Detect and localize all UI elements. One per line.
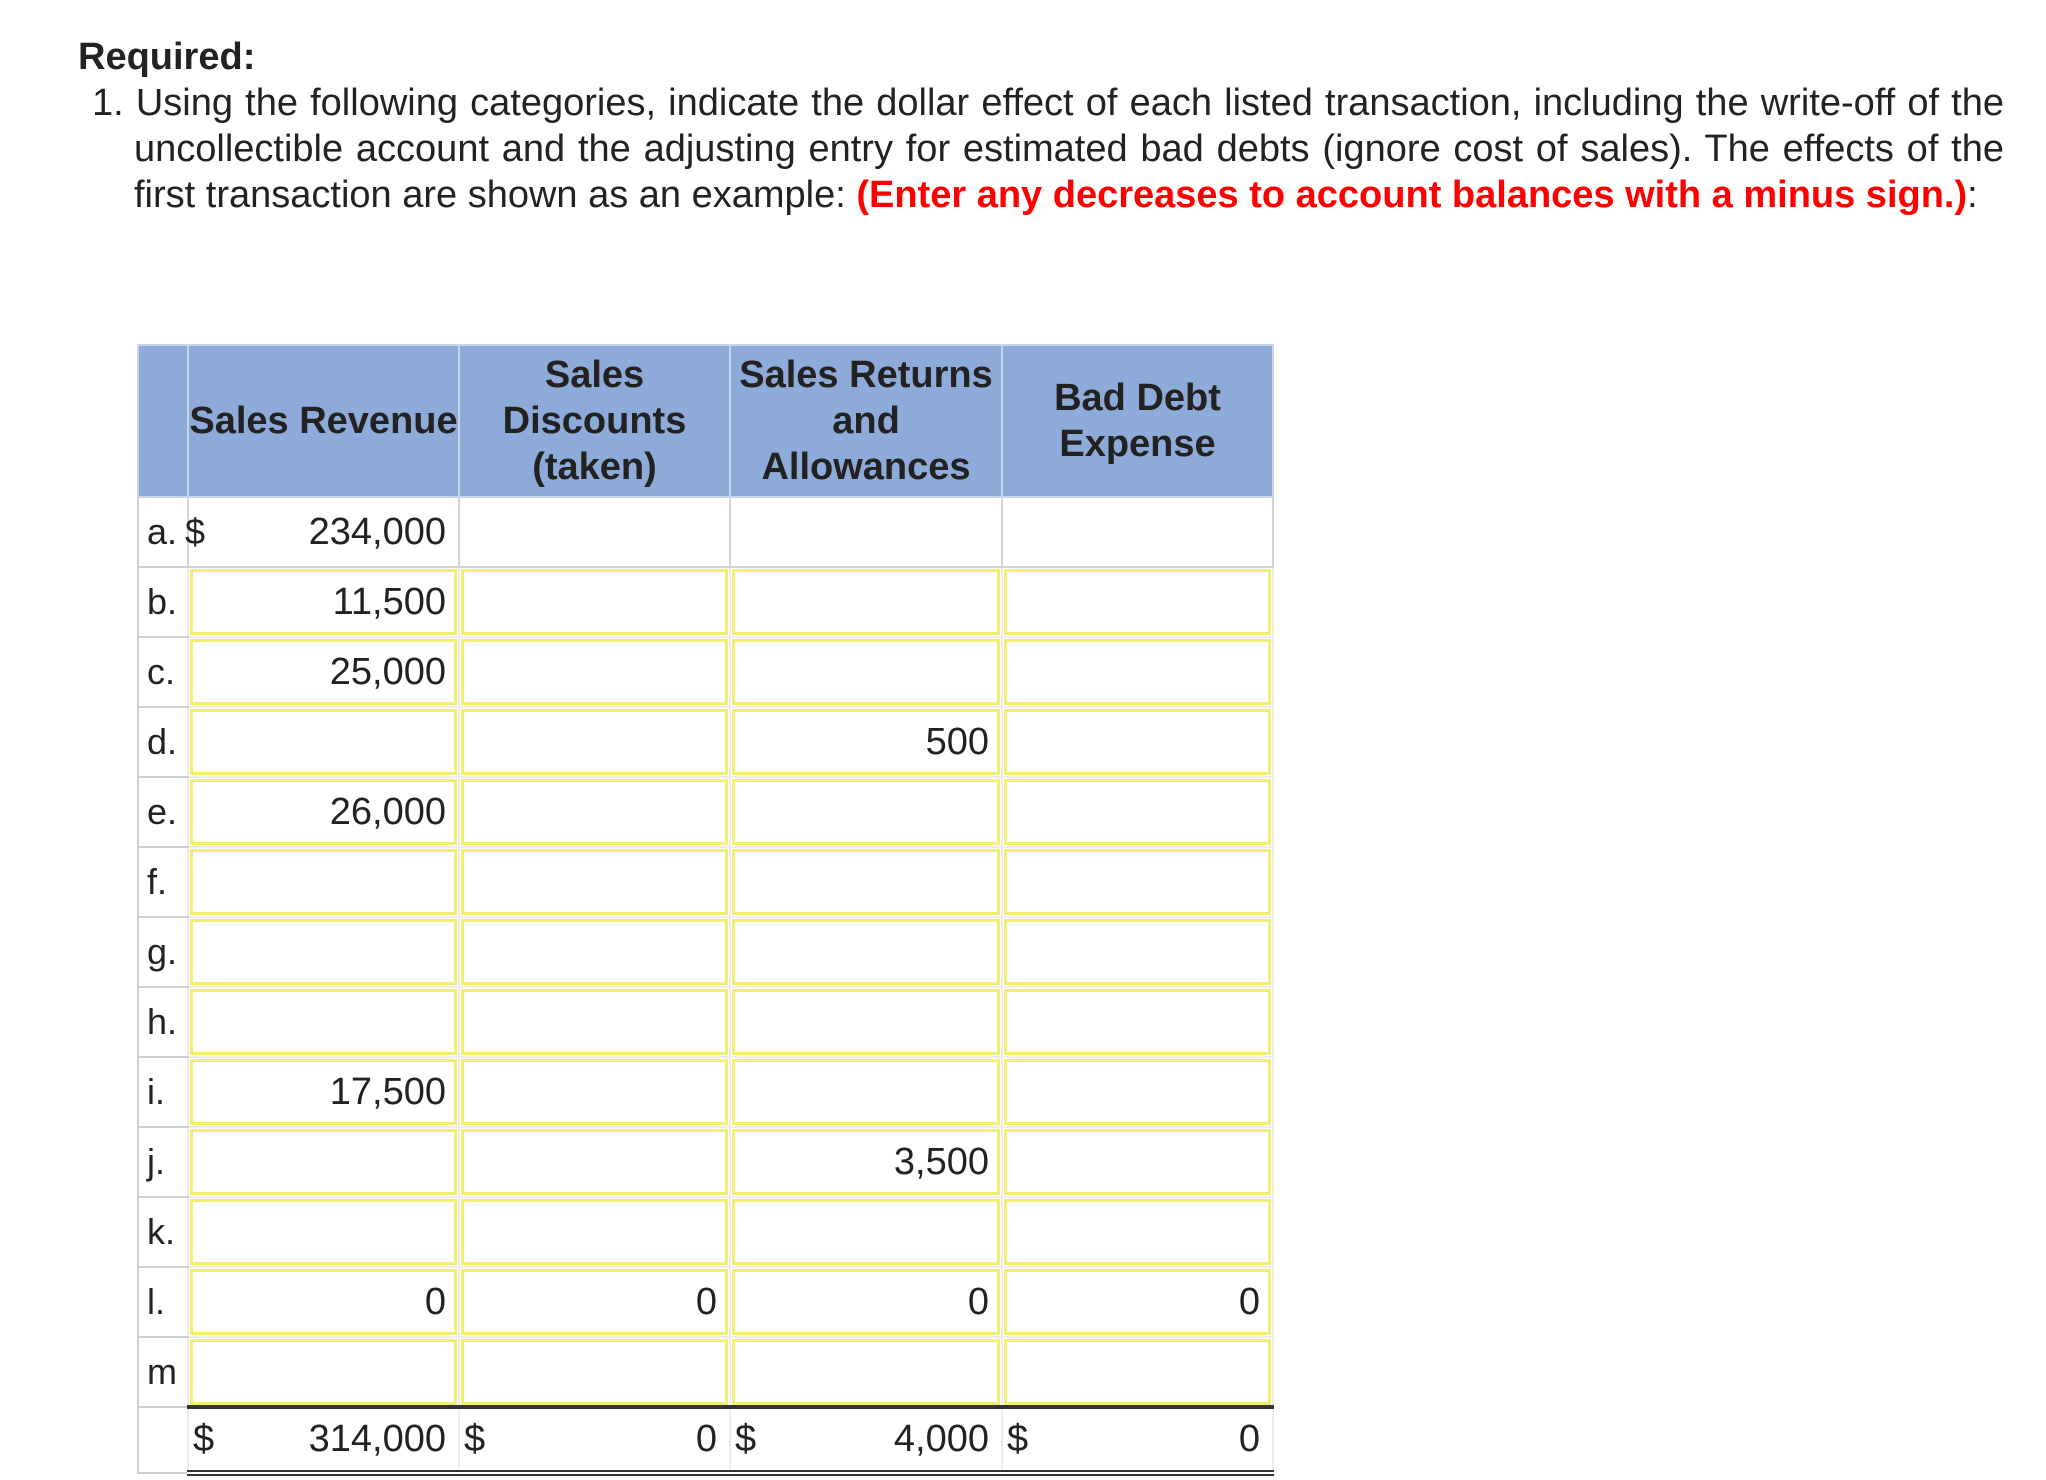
cell-sales-returns[interactable] (730, 777, 1002, 847)
row-label (138, 637, 188, 707)
cell-sales-returns[interactable] (730, 637, 1002, 707)
header-corner (138, 345, 188, 497)
cell-sales-returns[interactable] (730, 1057, 1002, 1127)
table-row (138, 987, 1273, 1057)
cell-sales-discounts[interactable] (459, 1127, 730, 1197)
total-bad-debt-expense (1002, 1407, 1273, 1473)
instruction-end: : (1967, 174, 1978, 216)
cell-sales-returns (730, 497, 1002, 567)
instruction-note: (Enter any decreases to account balances with a minus sign.) (856, 174, 1968, 216)
cell-bad-debt-expense[interactable] (1002, 637, 1273, 707)
total-value: 4,000 (893, 1418, 989, 1460)
total-value: 0 (1238, 1418, 1260, 1460)
cell-bad-debt-expense[interactable] (1002, 707, 1273, 777)
total-dollar-sign: $ (735, 1418, 757, 1460)
table-row (138, 637, 1273, 707)
cell-sales-revenue[interactable] (188, 987, 459, 1057)
row-label (138, 1197, 188, 1267)
table-row (138, 777, 1273, 847)
total-sales-returns (730, 1407, 1002, 1473)
row-label (138, 497, 206, 567)
cell-bad-debt-expense[interactable] (1002, 1197, 1273, 1267)
table-row (138, 1127, 1273, 1197)
row-letter: j. (147, 1141, 165, 1182)
table-row (138, 1337, 1273, 1407)
transaction-effects-table (137, 344, 1274, 1476)
row-label (138, 1267, 188, 1337)
total-value: 314,000 (308, 1418, 446, 1460)
totals-row (138, 1407, 1273, 1473)
table-row (138, 1267, 1273, 1337)
row-letter: e. (147, 791, 178, 832)
row-label (138, 707, 188, 777)
cell-sales-revenue: 234,000 (188, 497, 459, 567)
table-row (138, 1197, 1273, 1267)
row-label (138, 1127, 188, 1197)
cell-bad-debt-expense[interactable] (1002, 1127, 1273, 1197)
cell-bad-debt-expense[interactable] (1002, 567, 1273, 637)
row-letter: d. (147, 721, 178, 762)
cell-sales-discounts[interactable] (459, 567, 730, 637)
row-letter: b. (147, 581, 178, 622)
cell-bad-debt-expense[interactable] (1002, 847, 1273, 917)
cell-sales-returns[interactable]: 0 (730, 1267, 1002, 1337)
cell-sales-revenue[interactable] (188, 1127, 459, 1197)
header-row (138, 345, 1273, 497)
total-sales-discounts (459, 1407, 730, 1473)
table-row (138, 567, 1273, 637)
total-dollar-sign: $ (1007, 1418, 1029, 1460)
cell-sales-discounts[interactable] (459, 637, 730, 707)
cell-sales-discounts[interactable] (459, 1057, 730, 1127)
cell-sales-returns[interactable] (730, 917, 1002, 987)
row-letter: h. (147, 1001, 178, 1042)
total-dollar-sign: $ (464, 1418, 486, 1460)
table-row (138, 917, 1273, 987)
cell-sales-revenue[interactable] (188, 707, 459, 777)
cell-sales-revenue[interactable]: 25,000 (188, 637, 459, 707)
cell-sales-returns[interactable] (730, 987, 1002, 1057)
cell-bad-debt-expense[interactable] (1002, 777, 1273, 847)
table-row (138, 707, 1273, 777)
row-label (138, 567, 188, 637)
total-value: 0 (695, 1418, 717, 1460)
total-sales-revenue (188, 1407, 459, 1473)
column-header-sales-discounts: Sales Discounts (taken) (459, 345, 730, 497)
cell-bad-debt-expense[interactable] (1002, 987, 1273, 1057)
table-row (138, 497, 1273, 567)
cell-sales-revenue[interactable]: 17,500 (188, 1057, 459, 1127)
row-letter: m (147, 1351, 177, 1392)
row-label (138, 917, 188, 987)
cell-sales-revenue[interactable] (188, 1337, 459, 1407)
cell-bad-debt-expense (1002, 497, 1273, 567)
totals-label (138, 1407, 188, 1473)
instructions (92, 80, 2004, 218)
instruction-text: 1. Using the following categories, indicate the dollar effect of each listed transaction, including the write-off of the uncollectible account and the adjusting entry for estimated bad debts (ignore cost of sales). The effects of the first transaction are shown as an example: (92, 82, 2004, 216)
row-letter: c. (147, 651, 176, 692)
row-label (138, 1057, 188, 1127)
cell-sales-returns[interactable]: 3,500 (730, 1127, 1002, 1197)
cell-sales-revenue[interactable] (188, 847, 459, 917)
cell-sales-discounts[interactable] (459, 917, 730, 987)
row-letter: k. (147, 1211, 176, 1252)
row-dollar-sign: $ (185, 511, 206, 552)
cell-sales-revenue[interactable]: 26,000 (188, 777, 459, 847)
cell-sales-discounts (459, 497, 730, 567)
row-label (138, 777, 188, 847)
column-header-sales-revenue: Sales Revenue (188, 345, 459, 497)
row-letter: i. (147, 1071, 165, 1112)
table-row (138, 847, 1273, 917)
cell-sales-discounts[interactable] (459, 777, 730, 847)
cell-sales-returns[interactable]: 500 (730, 707, 1002, 777)
cell-sales-discounts[interactable] (459, 1337, 730, 1407)
cell-sales-returns[interactable] (730, 1337, 1002, 1407)
table-row (138, 1057, 1273, 1127)
cell-bad-debt-expense[interactable] (1002, 1337, 1273, 1407)
cell-sales-discounts[interactable] (459, 987, 730, 1057)
row-letter: a. (147, 511, 178, 552)
row-letter: l. (147, 1281, 165, 1322)
cell-sales-revenue[interactable]: 0 (188, 1267, 459, 1337)
column-header-sales-returns: Sales Returns and Allowances (730, 345, 1002, 497)
cell-sales-returns[interactable] (730, 567, 1002, 637)
cell-sales-returns[interactable] (730, 847, 1002, 917)
row-label (138, 1337, 188, 1407)
cell-bad-debt-expense[interactable]: 0 (1002, 1267, 1273, 1337)
column-header-bad-debt-expense: Bad Debt Expense (1002, 345, 1273, 497)
cell-sales-returns[interactable] (730, 1197, 1002, 1267)
row-label (138, 987, 188, 1057)
cell-bad-debt-expense[interactable] (1002, 917, 1273, 987)
cell-sales-revenue[interactable] (188, 1197, 459, 1267)
cell-sales-revenue[interactable] (188, 917, 459, 987)
total-dollar-sign: $ (193, 1418, 215, 1460)
cell-sales-discounts[interactable] (459, 847, 730, 917)
required-heading: Required: (78, 36, 256, 78)
cell-bad-debt-expense[interactable] (1002, 1057, 1273, 1127)
cell-sales-revenue[interactable]: 11,500 (188, 567, 459, 637)
row-letter: f. (147, 861, 168, 902)
row-letter: g. (147, 931, 178, 972)
cell-sales-discounts[interactable] (459, 1197, 730, 1267)
row-label (138, 847, 188, 917)
cell-sales-discounts[interactable]: 0 (459, 1267, 730, 1337)
cell-sales-discounts[interactable] (459, 707, 730, 777)
